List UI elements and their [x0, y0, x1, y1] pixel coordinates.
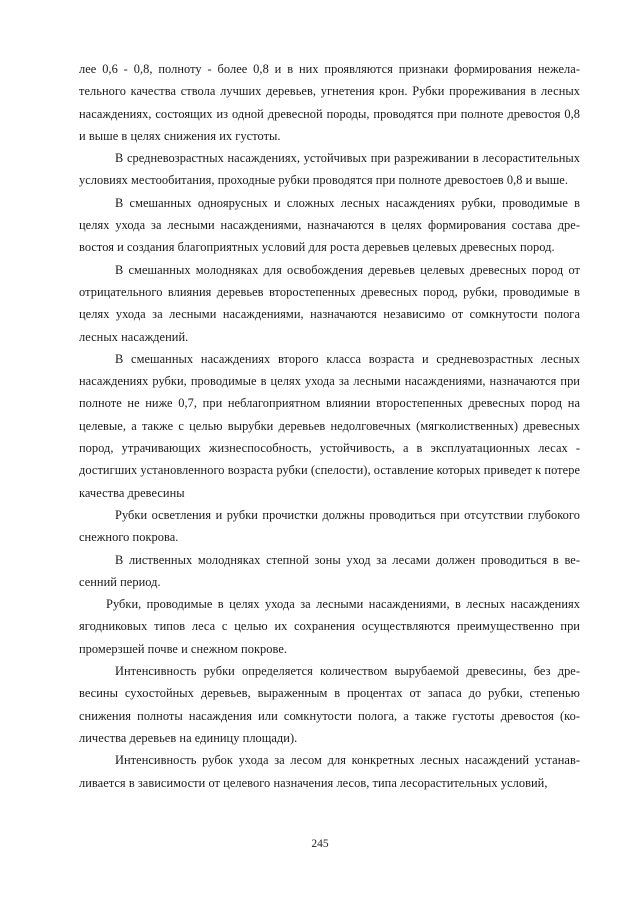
- page-number: 245: [311, 838, 329, 850]
- paragraph-1: лее 0,6 - 0,8, полноту - более 0,8 и в них проявляются признаки формирования нежелательного качества ствола лучших деревьев, угнетения крон. Рубки прореживания в лесных насаждениях, состоящих из одной древесной породы, проводятся при полноте древостоя 0,8 и выше в целях снижения их густоты.: [79, 62, 580, 143]
- paragraph-3: В смешанных одноярусных и сложных лесных насаждениях рубки, проводимые в целях ухода за лесными насаждениями, назначаются в целях формирования состава древостоя и создания благоприятных условий для роста деревьев целевых древесных пород.: [79, 195, 580, 255]
- document-body: [79, 58, 580, 794]
- paragraph-7: В лиственных молодняках степной зоны уход за лесами должен проводиться в весенний период.: [79, 552, 580, 589]
- paragraph-6: Рубки осветления и рубки прочистки должны проводиться при отсутствии глубокого снежного покрова.: [79, 507, 580, 545]
- paragraph-10: Интенсивность рубок ухода за лесом для конкретных лесных насаждений устанавливается в зависимости от целевого назначения лесов, типа лесорастительных условий,: [79, 753, 580, 790]
- paragraph-4: В смешанных молодняках для освобождения деревьев целевых древесных пород от отрицательного влияния деревьев второстепенных древесных пород, рубки, проводимые в целях ухода за лесными насаждениями, назначаются независимо от сомкнутости полога лесных насаждений.: [79, 262, 580, 344]
- paragraph-5: В смешанных насаждениях второго класса возраста и средневозрастных лесных насаждениях рубки, проводимые в целях ухода за лесными насаждениями, назначаются при полноте не ниже 0,7, при неблагоприятном влиянии второстепенных древесных пород на целевые, а также с целью вырубки деревьев недолговечных (мягколиственных) древесных пород, утрачивающих жизнеспособность, устойчивость, а в эксплуатационных лесах - достигших установленного возраста рубки (спелости), оставление которых приведет к потере качества древесины: [79, 351, 580, 500]
- paragraph-9: Интенсивность рубки определяется количеством вырубаемой древесины, без древесины сухостойных деревьев, выраженным в процентах от запаса до рубки, степенью снижения полноты насаждения или сомкнутости полога, а также густоты древостоя (количества деревьев на единицу площади).: [79, 664, 580, 745]
- paragraph-8: Рубки, проводимые в целях ухода за лесными насаждениями, в лесных насаждениях ягодниковых типов леса с целью их сохранения осуществляются преимущественно при промерзшей почве и снежном покрове.: [79, 597, 580, 656]
- paragraph-2: В средневозрастных насаждениях, устойчивых при разреживании в лесорастительных условиях местообитания, проходные рубки проводятся при полноте древостоев 0,8 и выше.: [79, 151, 580, 188]
